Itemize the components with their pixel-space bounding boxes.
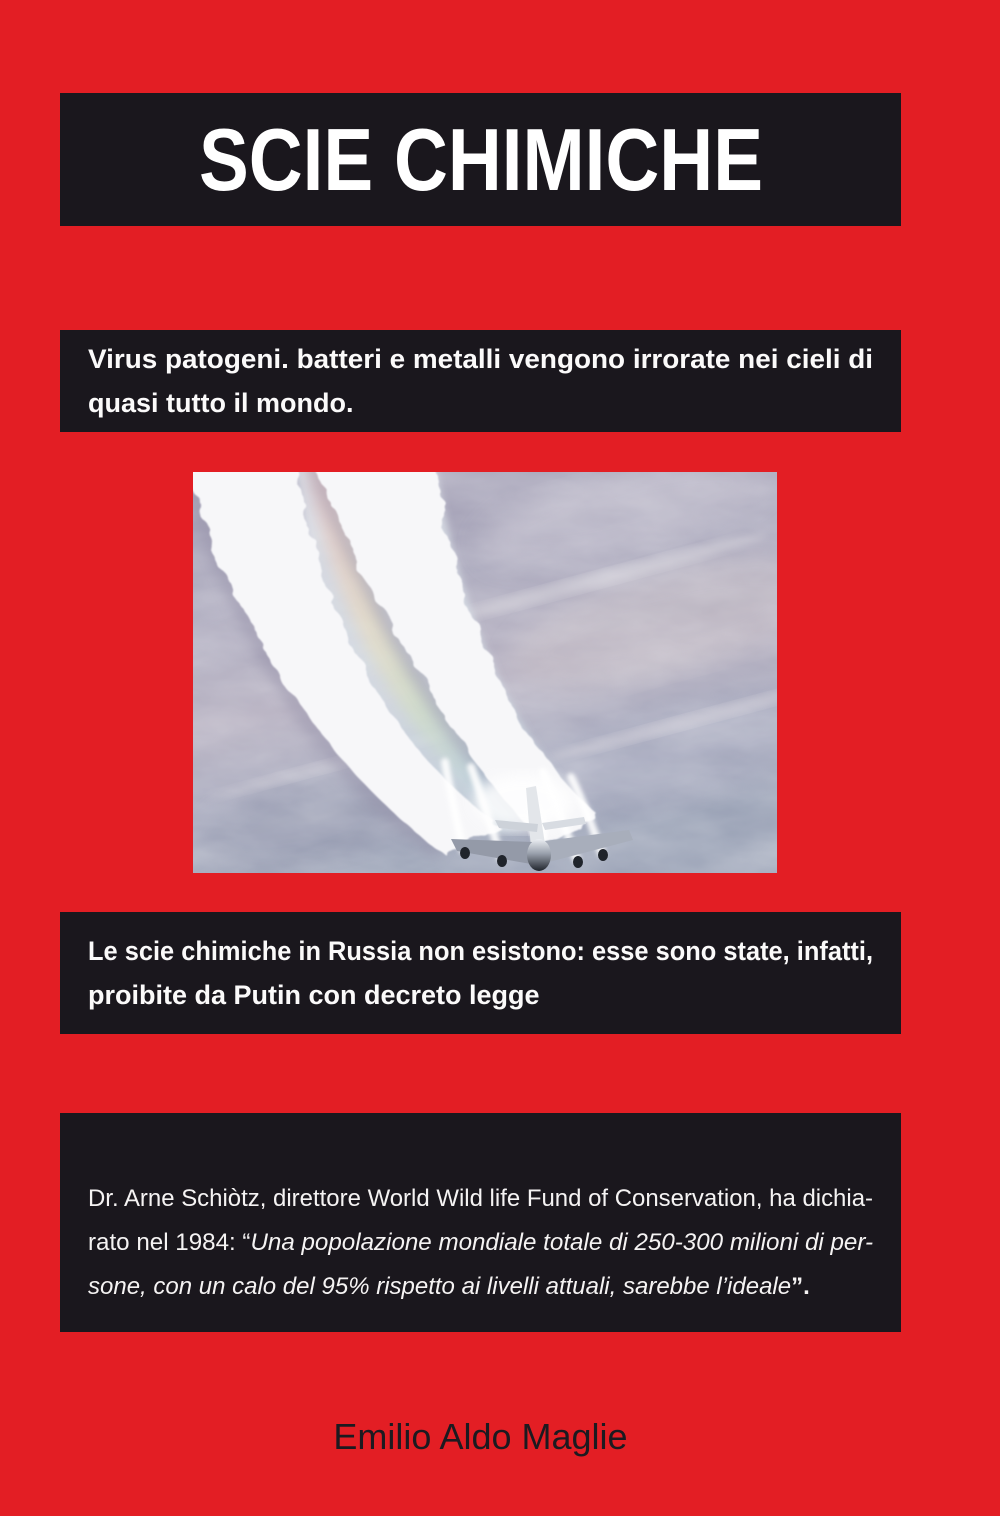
quote-line-2: [88, 1221, 873, 1265]
chemtrail-photo: [193, 472, 777, 873]
russia-banner: [60, 912, 901, 1034]
title-fit-box: [198, 109, 763, 209]
russia-line-2-text: proibite da Putin con decreto legge: [88, 980, 540, 1010]
russia-line-1-text: Le scie chimiche in Russia non esistono: esse sono state, infatti,: [88, 936, 873, 966]
claim-line-1-text: Virus patogeni. batteri e metalli vengono irrorate nei cieli di: [88, 344, 873, 374]
quote-line-1-text: Dr. Arne Schiòtz, direttore World Wild life Fund of Conservation, ha dichia-: [88, 1185, 873, 1212]
author-name: Emilio Aldo Maglie: [333, 1416, 628, 1457]
claim-line-1: [88, 337, 873, 381]
claim-line-2: [88, 381, 873, 425]
quote-line-2-text: rato nel 1984: “Una popolazione mondiale totale di 250-300 milioni di per-: [88, 1229, 873, 1256]
russia-line-2: [88, 973, 873, 1017]
chemtrail-photo-art: [193, 472, 777, 873]
quote-line-3-text: sone, con un calo del 95% rispetto ai livelli attuali, sarebbe l’ideale”.: [88, 1273, 810, 1300]
quote-line-1: [88, 1177, 873, 1221]
title-banner: [60, 93, 901, 226]
claim-line-2-text: quasi tutto il mondo.: [88, 388, 354, 418]
quote-line-3: [88, 1265, 873, 1309]
book-title: SCIE CHIMICHE: [198, 109, 763, 209]
quote-box: [60, 1113, 901, 1332]
claim-banner: [60, 330, 901, 432]
russia-line-1: [88, 929, 873, 973]
